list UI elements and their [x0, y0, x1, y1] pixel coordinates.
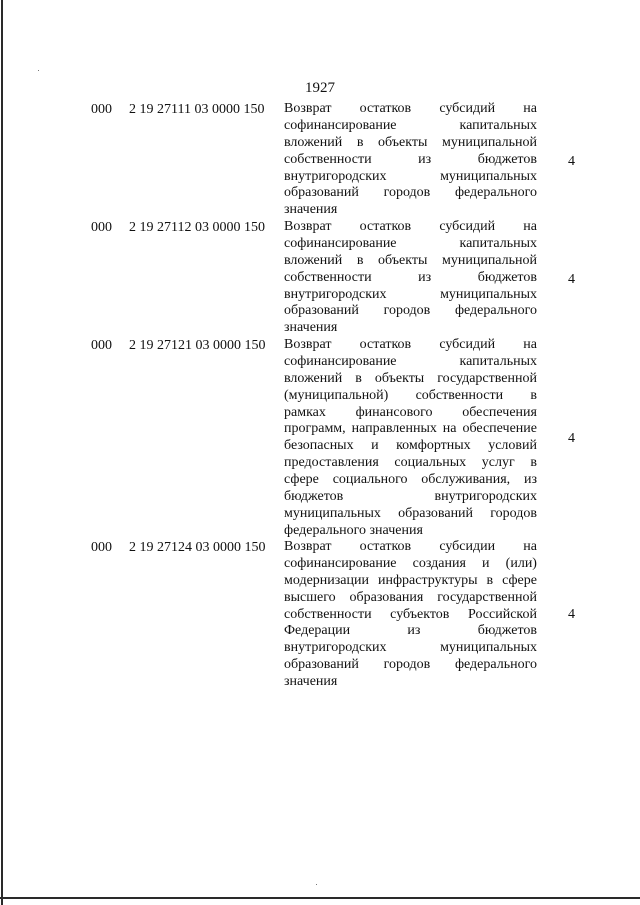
- income-name-line: федерального значения: [284, 522, 423, 538]
- income-name-line: муниципальных образований городов: [284, 505, 537, 521]
- amount-cell: 4: [568, 607, 575, 622]
- income-name-line: образований городов федерального: [284, 657, 537, 673]
- income-name-line: собственности субъектов Российской: [284, 606, 537, 622]
- amount-cell: 4: [568, 431, 575, 446]
- income-name-cell: [284, 219, 537, 337]
- income-name-line: значения: [284, 674, 338, 690]
- income-name-line: внутригородских муниципальных: [284, 286, 537, 302]
- admin-code-cell: 000: [91, 338, 112, 353]
- income-name-line: собственности из бюджетов: [284, 151, 537, 167]
- income-name-line: Возврат остатков субсидий на: [284, 337, 537, 352]
- income-name-line: софинансирование создания и (или): [284, 555, 537, 571]
- amount-cell: 4: [568, 154, 575, 169]
- income-name-line: Возврат остатков субсидий на: [284, 219, 537, 234]
- scan-speck: [316, 884, 317, 885]
- income-name-line: вложений в объекты муниципальной: [284, 134, 537, 150]
- income-name-cell: [284, 337, 537, 540]
- admin-code-cell: 000: [91, 220, 112, 235]
- income-name-line: рамках финансового обеспечения: [284, 404, 537, 420]
- income-name-line: значения: [284, 202, 338, 218]
- budget-code-cell: 2 19 27111 03 0000 150: [129, 102, 265, 117]
- income-name-line: Возврат остатков субсидии на: [284, 539, 537, 554]
- page-number: 1927: [305, 80, 335, 96]
- income-name-line: бюджетов внутригородских: [284, 489, 537, 505]
- income-name-line: внутригородских муниципальных: [284, 640, 537, 656]
- income-name-line: образований городов федерального: [284, 303, 537, 319]
- scan-bottom-edge: [0, 897, 640, 899]
- income-name-line: софинансирование капитальных: [284, 235, 537, 251]
- income-name-line: сфере социального обслуживания, из: [284, 472, 537, 488]
- budget-code-cell: 2 19 27121 03 0000 150: [129, 338, 266, 353]
- income-name-line: безопасных и комфортных условий: [284, 438, 537, 454]
- admin-code-cell: 000: [91, 540, 112, 555]
- scan-left-edge: [1, 0, 3, 905]
- income-name-line: Федерации из бюджетов: [284, 623, 537, 639]
- budget-code-cell: 2 19 27112 03 0000 150: [129, 220, 265, 235]
- income-name-line: (муниципальной) собственности в: [284, 387, 537, 403]
- income-name-cell: [284, 539, 537, 691]
- income-name-line: предоставления социальных услуг в: [284, 455, 537, 471]
- amount-cell: 4: [568, 272, 575, 287]
- admin-code-cell: 000: [91, 102, 112, 117]
- income-name-line: значения: [284, 320, 338, 336]
- budget-code-cell: 2 19 27124 03 0000 150: [129, 540, 266, 555]
- income-name-line: высшего образования государственной: [284, 589, 537, 605]
- income-name-line: вложений в объекты муниципальной: [284, 252, 537, 268]
- income-name-line: программ, направленных на обеспечение: [284, 421, 537, 437]
- income-name-line: софинансирование капитальных: [284, 353, 537, 369]
- scan-speck: [38, 70, 39, 71]
- income-name-line: модернизации инфраструктуры в сфере: [284, 572, 537, 588]
- income-name-cell: [284, 101, 537, 219]
- income-name-line: внутригородских муниципальных: [284, 168, 537, 184]
- income-name-line: Возврат остатков субсидий на: [284, 101, 537, 116]
- income-name-line: вложений в объекты государственной: [284, 370, 537, 386]
- income-name-line: собственности из бюджетов: [284, 269, 537, 285]
- income-name-line: софинансирование капитальных: [284, 117, 537, 133]
- income-name-line: образований городов федерального: [284, 185, 537, 201]
